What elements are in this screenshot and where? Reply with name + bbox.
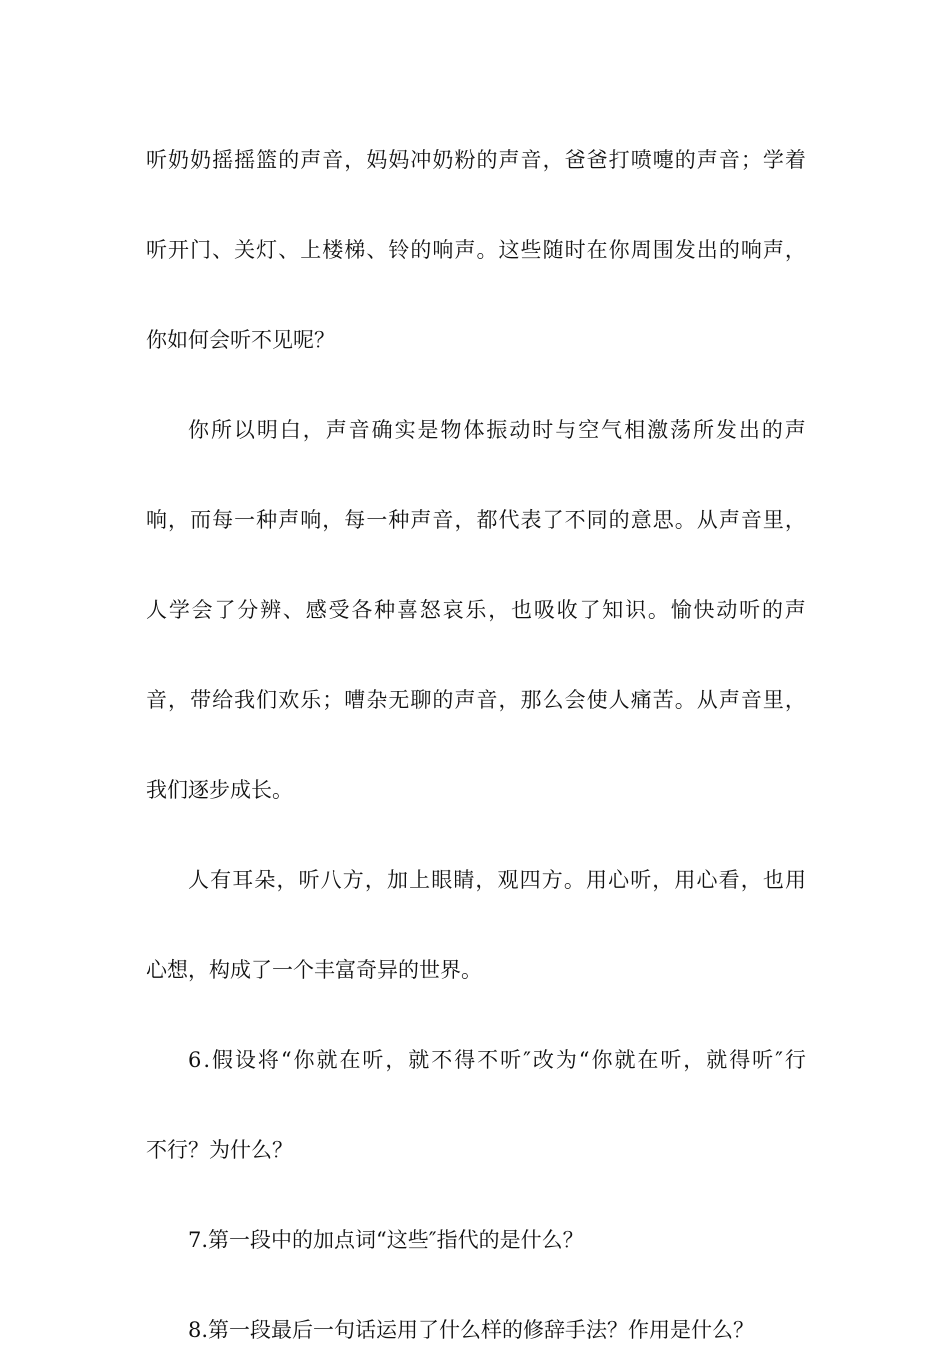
- question-7: [146, 1213, 806, 1267]
- text-line: 人 学 会 了 分 辨 、 感 受 各 种 喜 怒 哀 乐 ， 也 吸 收 了 知 识 。 愉 快 动 听 的 声: [146, 598, 806, 622]
- text-line: 8.第一段最后一句话运用了什么样的修辞手法？作用是什么？: [188, 1318, 755, 1342]
- text-line: 听 开 门 、 关 灯 、 上 楼 梯 、 铃 的 响 声 。 这 些 随 时 在 你 周 围 发 出 的 响 声 ，: [146, 238, 806, 262]
- text-line: 6 . 假 设 将 “ 你 就 在 听 ， 就 不 得 不 听 ″ 改 为 “ 你 就 在 听 ， 就 得 听 ″ 行: [188, 1048, 806, 1072]
- paragraph: [146, 403, 806, 817]
- document-body: [146, 133, 806, 1357]
- text-line: 你如何会听不见呢？: [146, 328, 335, 352]
- text-line: 你 所 以 明 白 ， 声 音 确 实 是 物 体 振 动 时 与 空 气 相 激 荡 所 发 出 的 声: [188, 418, 806, 442]
- question-8: [146, 1303, 806, 1357]
- text-line: 不行？为什么？: [146, 1138, 293, 1162]
- paragraph: [146, 133, 806, 367]
- text-line: 听 奶 奶 摇 摇 篮 的 声 音 ， 妈 妈 冲 奶 粉 的 声 音 ， 爸 爸 打 喷 嚏 的 声 音 ； 学 着: [146, 148, 806, 172]
- question-6: [146, 1033, 806, 1177]
- text-line: 人 有 耳 朵 ， 听 八 方 ， 加 上 眼 睛 ， 观 四 方 。 用 心 听 ， 用 心 看 ， 也 用: [188, 868, 806, 892]
- text-line: 音 ， 带 给 我 们 欢 乐 ； 嘈 杂 无 聊 的 声 音 ， 那 么 会 使 人 痛 苦 。 从 声 音 里 ，: [146, 688, 806, 712]
- text-line: 7.第一段中的加点词“这些″指代的是什么？: [188, 1228, 584, 1252]
- paragraph: [146, 853, 806, 997]
- text-line: 我们逐步成长。: [146, 778, 293, 802]
- text-line: 响 ， 而 每 一 种 声 响 ， 每 一 种 声 音 ， 都 代 表 了 不 同 的 意 思 。 从 声 音 里 ，: [146, 508, 806, 532]
- text-line: 心想，构成了一个丰富奇异的世界。: [146, 958, 482, 982]
